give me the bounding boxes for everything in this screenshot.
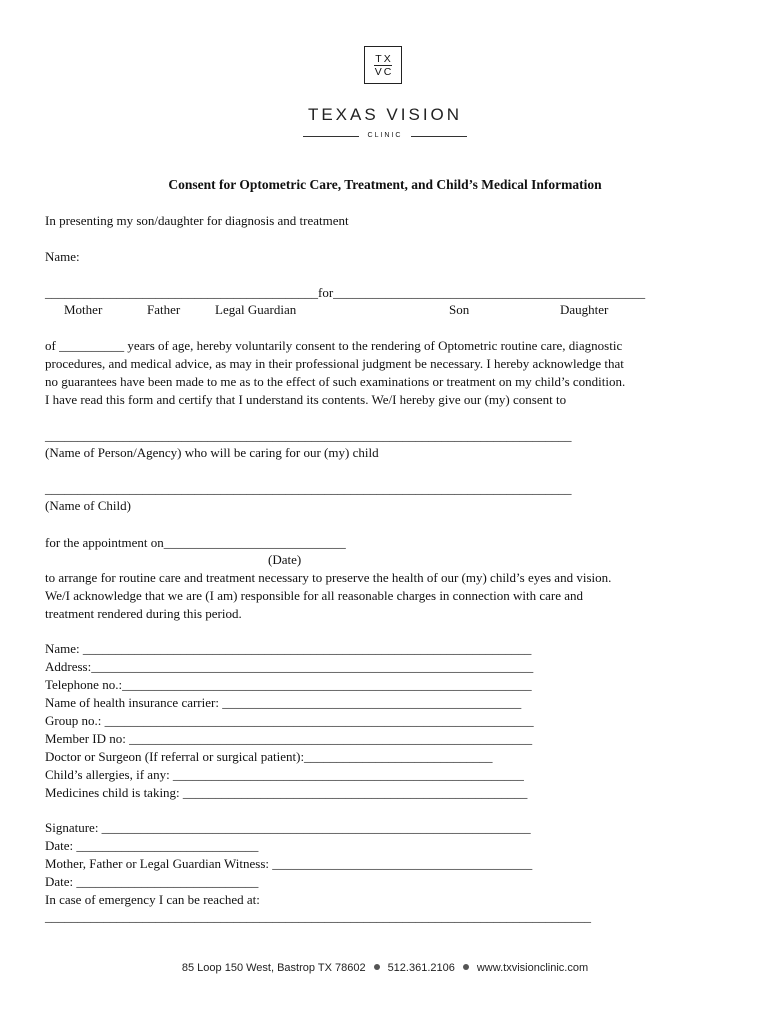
subtitle-rule-right bbox=[411, 136, 467, 137]
role-daughter: Daughter bbox=[560, 302, 609, 317]
bullet-icon bbox=[374, 964, 380, 970]
logo-line-2: VC bbox=[374, 66, 394, 78]
footer bbox=[0, 962, 770, 974]
guardian-for-line[interactable]: __________________________________________for________________________________________________ bbox=[45, 285, 646, 300]
witness-field[interactable]: Mother, Father or Legal Guardian Witness: ________________________________________ bbox=[45, 856, 533, 871]
consent-line: no guarantees have been made to me as to the effect of such examinations or treatment on my child’s condition. bbox=[45, 374, 626, 389]
role-mother: Mother bbox=[64, 302, 103, 317]
witness-date-field[interactable]: Date: ____________________________ bbox=[45, 874, 259, 889]
footer-phone: 512.361.2106 bbox=[387, 962, 455, 974]
consent-line: procedures, and medical advice, as may in their professional judgment be necessary. I hereby acknowledge that bbox=[45, 356, 624, 371]
responsibility-line: treatment rendered during this period. bbox=[45, 606, 242, 621]
intro-text: In presenting my son/daughter for diagnosis and treatment bbox=[45, 213, 349, 228]
appointment-date-field[interactable]: for the appointment on____________________________ bbox=[45, 535, 346, 550]
form-title: Consent for Optometric Care, Treatment, and Child’s Medical Information bbox=[168, 177, 602, 192]
child-name-blank[interactable]: _________________________________________________________________________________ bbox=[45, 481, 572, 496]
role-son: Son bbox=[449, 302, 470, 317]
allergies-field[interactable]: Child’s allergies, if any: ______________________________________________________ bbox=[45, 767, 524, 782]
responsibility-line: to arrange for routine care and treatment necessary to preserve the health of our (my) child’s eyes and vision. bbox=[45, 570, 612, 585]
footer-website[interactable]: www.txvisionclinic.com bbox=[476, 962, 589, 974]
role-father: Father bbox=[147, 302, 181, 317]
telephone-field[interactable]: Telephone no.:_______________________________________________________________ bbox=[45, 677, 532, 692]
responsibility-line: We/I acknowledge that we are (I am) responsible for all reasonable charges in connection with care and bbox=[45, 588, 583, 603]
insurance-carrier-field[interactable]: Name of health insurance carrier: ______________________________________________ bbox=[45, 695, 522, 710]
child-name-label: (Name of Child) bbox=[45, 498, 131, 513]
brand-subtitle bbox=[303, 130, 467, 142]
role-legal-guardian: Legal Guardian bbox=[215, 302, 297, 317]
date-label: (Date) bbox=[268, 552, 302, 567]
name-label: Name: bbox=[45, 249, 80, 264]
address-field[interactable]: Address:____________________________________________________________________ bbox=[45, 659, 534, 674]
brand-name: TEXAS VISION bbox=[307, 105, 463, 124]
emergency-contact-field[interactable]: ____________________________________________________________________________________ bbox=[45, 909, 591, 924]
name-field[interactable]: Name: _____________________________________________________________________ bbox=[45, 641, 532, 656]
medicines-field[interactable]: Medicines child is taking: _____________________________________________________ bbox=[45, 785, 528, 800]
logo-line-1: TX bbox=[375, 53, 393, 65]
caregiver-blank[interactable]: _________________________________________________________________________________ bbox=[45, 428, 572, 443]
bullet-icon bbox=[463, 964, 469, 970]
member-id-field[interactable]: Member ID no: ______________________________________________________________ bbox=[45, 731, 533, 746]
emergency-label: In case of emergency I can be reached at: bbox=[45, 892, 260, 907]
consent-line: I have read this form and certify that I understand its contents. We/I hereby give our (my) consent to bbox=[45, 392, 567, 407]
signature-field[interactable]: Signature: __________________________________________________________________ bbox=[45, 820, 531, 835]
date-field[interactable]: Date: ____________________________ bbox=[45, 838, 259, 853]
logo-mark bbox=[364, 46, 402, 84]
doctor-surgeon-field[interactable]: Doctor or Surgeon (If referral or surgical patient):_____________________________ bbox=[45, 749, 493, 764]
subtitle-rule-left bbox=[303, 136, 359, 137]
footer-address: 85 Loop 150 West, Bastrop TX 78602 bbox=[181, 962, 366, 974]
group-number-field[interactable]: Group no.: __________________________________________________________________ bbox=[45, 713, 534, 728]
brand-subtitle-text: CLINIC bbox=[367, 132, 403, 139]
consent-line: of __________ years of age, hereby voluntarily consent to the rendering of Optometric routine care, diagnostic bbox=[45, 338, 623, 353]
caregiver-label: (Name of Person/Agency) who will be caring for our (my) child bbox=[45, 445, 379, 460]
